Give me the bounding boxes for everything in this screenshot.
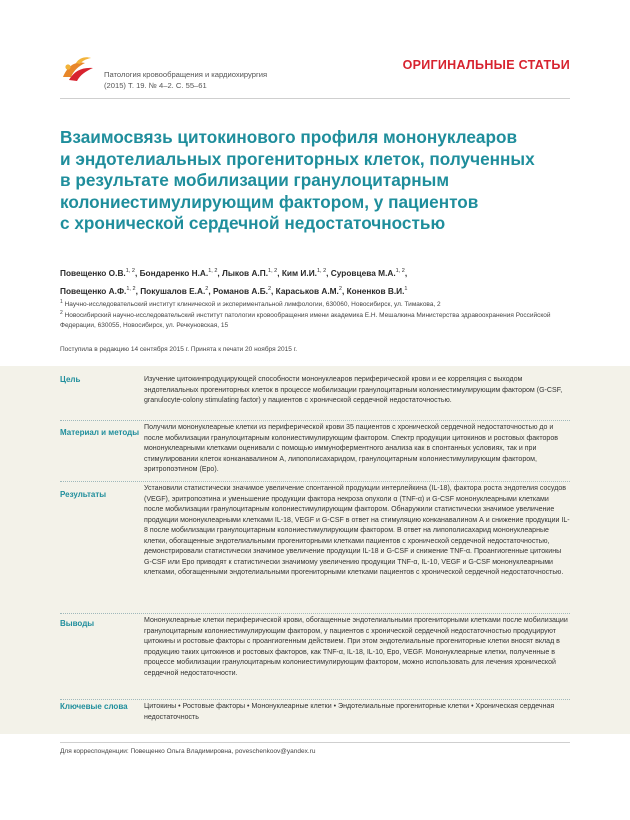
title-line: с хронической сердечной недостаточностью <box>60 213 446 233</box>
header-divider <box>60 98 570 99</box>
received-date: Поступила в редакцию 14 сентября 2015 г. Принята к печати 20 ноября 2015 г. <box>60 346 298 353</box>
affiliation: $^2$ Новосибирский научно-исследовательский институт патологии кровообращения имени академика Е.Н. Мешалкина Министерства здравоохранения Российской Федерации, 630055, Новосибирск, ул. Речкуновская, 15 <box>60 310 551 330</box>
abstract-label: Результаты <box>60 490 107 499</box>
author: Коненков В.И.$^1$ <box>346 285 408 296</box>
correspondence: Для корреспонденции: Повещенко Ольга Владимировна, poveschenkoov@yandex.ru <box>60 748 316 755</box>
abstract-text: Мононуклеарные клетки периферической крови, обогащенные эндотелиальными прогениторными клетками после мобилизации гранулоцитарным колониестимулирующим фактором, у пациентов с хронической сердечной недостаточностью продуцируют цитокины и ростовые факторы с проангиогенным действием. При этом эндотелиальные прогениторные клетки вносят вклад в продукцию таких цитокинов и ростовых факторов, как TNF-α, IL-18, IL-10, Epo, VEGF. Мононуклеарные клетки, полученные в процессе мобилизации гранулоцитарным колониестимулирующим фактором, можно использовать для лечения хронической сердечной недостаточности. <box>144 617 568 677</box>
structured-abstract <box>0 366 630 734</box>
journal-citation <box>104 70 267 91</box>
abstract-label: Выводы <box>60 619 95 628</box>
journal-volume: (2015) Т. 19. № 4–2. С. 55–61 <box>104 80 207 90</box>
journal-logo-icon <box>60 55 98 85</box>
journal-name: Патология кровообращения и кардиохирургия <box>104 70 268 79</box>
title-line: Взаимосвязь цитокинового профиля мононуклеаров <box>60 127 518 147</box>
author: Романов А.Б.$^2$ <box>212 285 272 296</box>
abstract-divider <box>60 613 570 614</box>
abstract-text: Изучение цитокинпродуцирующей способности мононуклеаров периферической крови и ее корреляция с выходом эндотелиальных прогениторных клеток в процессе мобилизации гранулоцитарным колониестимулирующим фактором (G-CSF, granulocyte-colony stimulating factor) у пациентов с хронической сердечной недостаточностью. <box>144 376 563 404</box>
section-label: ОРИГИНАЛЬНЫЕ СТАТЬИ <box>402 58 570 72</box>
author: Ким И.И.$^{1, 2}$ <box>281 267 327 278</box>
article-title <box>60 127 560 235</box>
title-line: в результате мобилизации гранулоцитарным <box>60 170 450 190</box>
author: Покушалов Е.А.$^2$ <box>140 285 209 296</box>
author: Бондаренко Н.А.$^{1, 2}$ <box>139 267 218 278</box>
author: Лыков А.П.$^{1, 2}$ <box>222 267 278 278</box>
abstract-text: Установили статистически значимое увеличение спонтанной продукции интерлейкина (IL-18), фактора роста эндотелия сосудов (VEGF), эритропоэтина и уменьшение продукции фактора некроза опухоли α (TNF-α) и G-CSF мононуклеарными клетками после мобилизации гранулоцитарным колониестимулирующим фактором. Обнаружили статистически значимое увеличение продукции мононуклеарными клетками IL-18, VEGF и G-CSF в ответ на стимуляцию конканавалином А и снижение продукции IL-8 после мобилизации гранулоцитарным колониестимулирующим фактором. В ответ на липополисахарид мононуклеарные клетки, обогащенные эндотелиальными прогениторными клетками пациентов с хронической сердечной недостаточностью, демонстрировали статистически значимое увеличение продукции IL-18 и G-CSF и снижение TNF-α. Проангиогенные цитокины G-CSF или Epo приводят к статистически значимому увеличению продукции TNF-α, IL-10, VEGF и G-CSF мононуклеарными клетками, обогащенными эндотелиальными прогениторными клетками пациентов с хронической сердечной недостаточностью. <box>144 485 570 576</box>
affiliation: $^1$ Научно-исследовательский институт клинической и экспериментальной лимфологии, 630060, Новосибирск, ул. Тимакова, 2 <box>60 299 441 309</box>
author: Караськов А.М.$^2$ <box>275 285 342 296</box>
abstract-text: Получили мононуклеарные клетки из периферической крови 35 пациентов с хронической сердечной недостаточностью до и после мобилизации гранулоцитарным колониестимулирующим фактором. Спектр продукции цитокинов и ростовых факторов мононуклеарными клетками оценивали с помощью иммуноферментного анализа как в спонтанных условиях, так и при стимулировании клеток конканавалином А, липополисахаридом, гранулоцитарным колониестимулирующим фактором, эритропоэтином (Epo). <box>144 424 558 473</box>
footer-divider <box>60 742 570 743</box>
abstract-divider <box>60 699 570 700</box>
abstract-divider <box>60 420 570 421</box>
author-list: Повещенко О.В.$^{1, 2}$, Бондаренко Н.А.$^{1, 2}$, Лыков А.П.$^{1, 2}$, Ким И.И.$^{1, 2}$, Суровцева М.А.$^{1, 2}$, Повещенко А.Ф.$^{1, 2}$, Покушалов Е.А.$^2$, Романов А.Б.$^2$, Караськов А.М.$^2$, Коненков В.И.$^1$ <box>60 267 408 296</box>
title-line: и эндотелиальных прогениторных клеток, полученных <box>60 148 535 169</box>
abstract-label: Материал и методы <box>60 428 140 437</box>
abstract-label: Цель <box>60 375 81 384</box>
page-header <box>0 0 630 102</box>
author: Суровцева М.А.$^{1, 2}$ <box>330 267 405 278</box>
abstract-text: Цитокины • Ростовые факторы • Мононуклеарные клетки • Эндотелиальные прогениторные клетки • Хроническая сердечная недостаточность <box>144 703 555 721</box>
author: Повещенко А.Ф.$^{1, 2}$ <box>60 285 136 296</box>
title-line: колониестимулирующим фактором, у пациентов <box>60 191 479 212</box>
abstract-divider <box>60 481 570 482</box>
abstract-label: Ключевые слова <box>60 702 128 711</box>
author: Повещенко О.В.$^{1, 2}$ <box>60 267 135 278</box>
